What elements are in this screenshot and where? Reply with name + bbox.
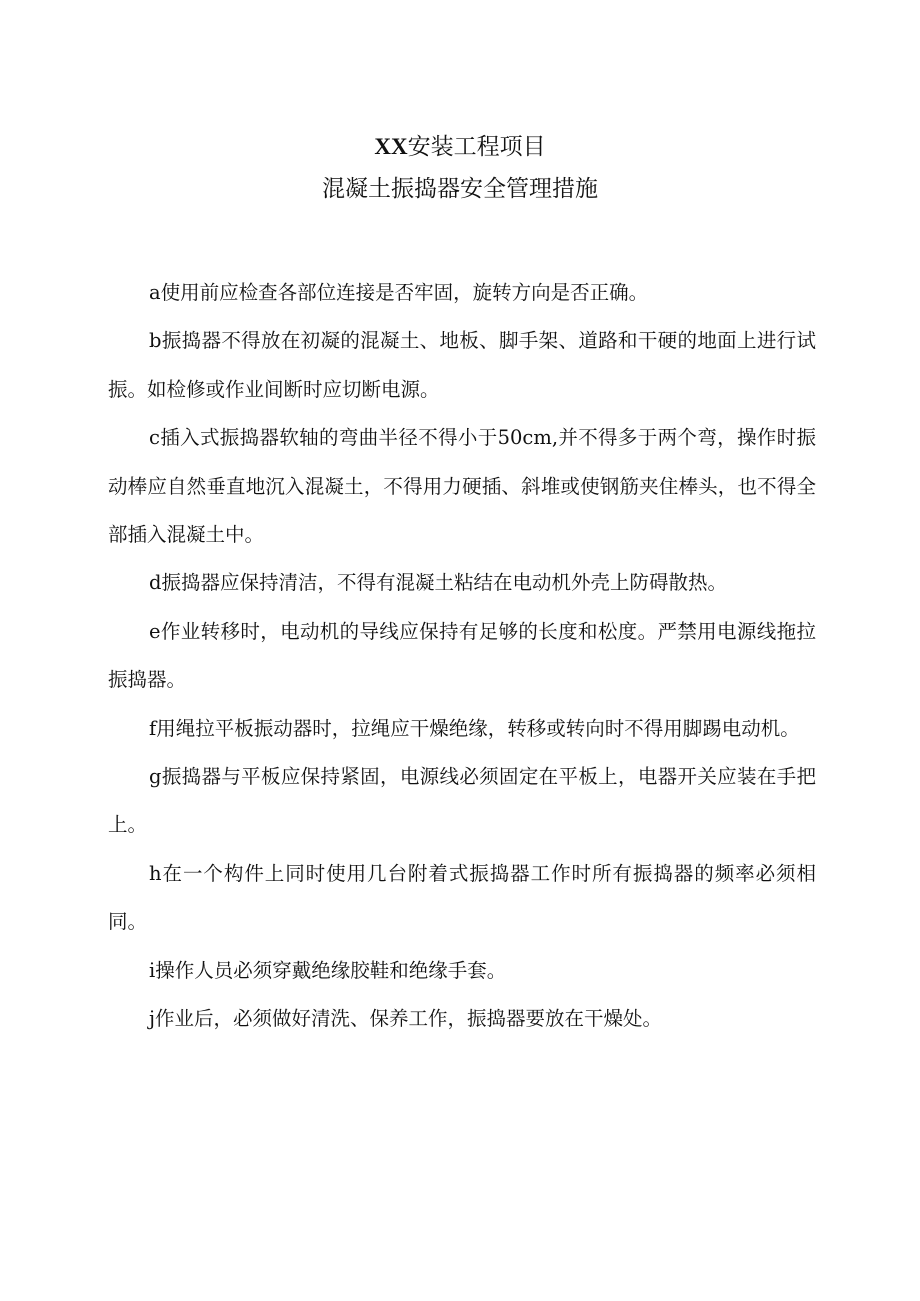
paragraph-h: h在一个构件上同时使用几台附着式振捣器工作时所有振捣器的频率必须相同。 [108,861,816,934]
paragraph-b: b振捣器不得放在初凝的混凝土、地板、脚手架、道路和干硬的地面上进行试振。如检修或作业间断时应切断电源。 [108,329,816,401]
title-line-2: 混凝土振捣器安全管理措施 [322,176,598,202]
paragraph-d: d振捣器应保持清洁，不得有混凝土粘结在电动机外壳上防碍散热。 [149,571,727,595]
paragraph-g: g振捣器与平板应保持紧固，电源线必须固定在平板上，电器开关应装在手把上。 [108,765,816,837]
document-title [0,126,920,210]
title-line-1-text: 安装工程项目 [407,134,546,160]
paragraph-j: j作业后，必须做好清洗、保养工作，振捣器要放在干燥处。 [149,1007,663,1031]
title-prefix: XX [374,134,408,159]
paragraph-i: i操作人员必须穿戴绝缘胶鞋和绝缘手套。 [149,958,507,982]
title-line-1 [0,126,920,168]
document-body [108,269,816,1044]
paragraph-c: c插入式振捣器软轴的弯曲半径不得小于50cm,并不得多于两个弯，操作时振动棒应自然垂直地沉入混凝土，不得用力硬插、斜堆或使钢筋夹住棒头，也不得全部插入混凝土中。 [108,426,816,547]
paragraph-f: f用绳拉平板振动器时，拉绳应干燥绝缘，转移或转向时不得用脚踢电动机。 [149,716,800,740]
paragraph-a: a使用前应检查各部位连接是否牢固，旋转方向是否正确。 [149,281,649,304]
paragraph-e: e作业转移时，电动机的导线应保持有足够的长度和松度。严禁用电源线拖拉振捣器。 [108,619,816,692]
